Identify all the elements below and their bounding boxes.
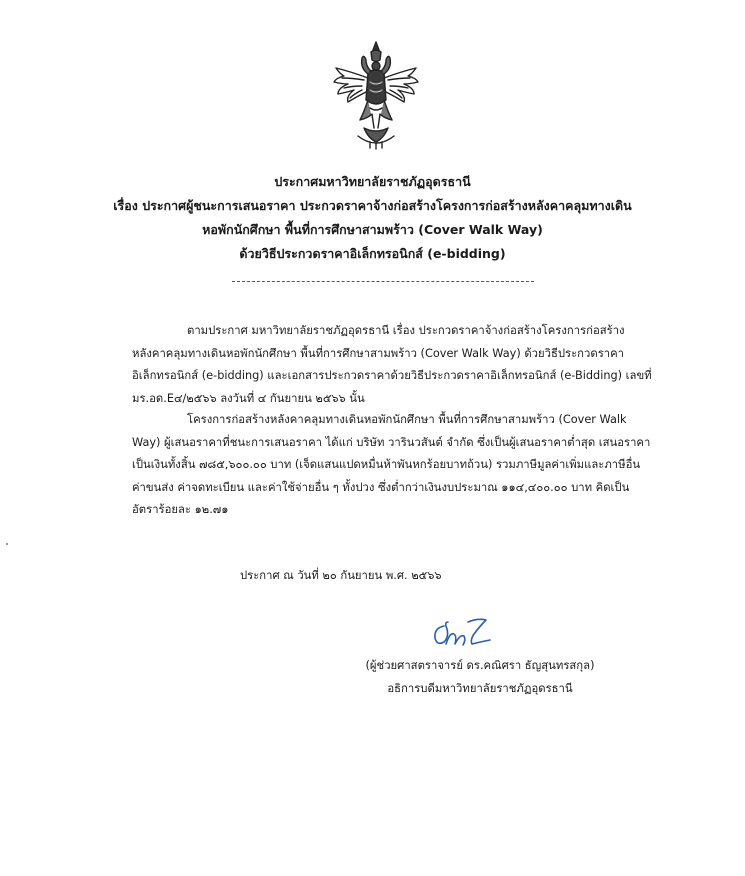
paragraph-reference [132,320,664,410]
paragraph-line: ค่าขนส่ง ค่าจดทะเบียน และค่าใช้จ่ายอื่น ๆ ทั้งปวง ซึ่งต่ำกว่าเงินงบประมาณ ๑๑๔,๔๐๐.๐๐ บาท คิดเป็น [132,480,630,494]
signer-name: (ผู้ช่วยศาสตราจารย์ ดร.คณิศรา ธัญสุนทรสกุล) [365,659,595,672]
paragraph-line: มร.อด.E๔/๒๕๖๖ ลงวันที่ ๔ กันยายน ๒๕๖๖ นั้น [132,391,365,405]
paragraph-line: หลังคาคลุมทางเดินหอพักนักศึกษา พื้นที่การศึกษาสามพร้าว (Cover Walk Way) ด้วยวิธีประกวดราคา [132,346,625,360]
paragraph-winner [132,409,664,522]
dashed-divider [232,281,534,282]
announcement-subject: เรื่อง ประกาศผู้ชนะการเสนอราคา ประกวดราคาจ้างก่อสร้างโครงการก่อสร้างหลังคาคลุมทางเดิน [113,198,632,213]
announcement-title: ประกาศมหาวิทยาลัยราชภัฏอุดรธานี [274,174,471,189]
paragraph-line: โครงการก่อสร้างหลังคาคลุมทางเดินหอพักนักศึกษา พื้นที่การศึกษาสามพร้าว (Cover Walk [187,413,627,426]
paragraph-line: Way) ผู้เสนอราคาที่ชนะการเสนอราคา ได้แก่ บริษัท วารินวสันต์ จำกัด ซึ่งเป็นผู้เสนอราคาต่ำสุด เสนอราคา [132,435,651,449]
paragraph-line: เป็นเงินทั้งสิ้น ๗๘๕,๖๐๐.๐๐ บาท (เจ็ดแสนแปดหมื่นห้าพันหกร้อยบาทถ้วน) รวมภาษีมูลค่าเพิ่มและภาษีอื่น [132,458,641,471]
signer-block [340,654,620,700]
handwritten-signature [430,614,494,652]
signer-title: อธิการบดีมหาวิทยาลัยราชภัฏอุดรธานี [387,682,573,695]
announcement-date: ประกาศ ณ วันที่ ๒๐ กันยายน พ.ศ. ๒๕๖๖ [240,569,442,582]
paragraph-line: อัตราร้อยละ ๑๒.๗๑ [132,503,229,516]
garuda-emblem-icon [330,38,422,150]
announcement-subject-line3: ด้วยวิธีประกวดราคาอิเล็กทรอนิกส์ (e-bidding) [239,246,506,261]
scan-speck [6,543,8,545]
paragraph-line: ตามประกาศ มหาวิทยาลัยราชภัฏอุดรธานี เรื่อง ประกวดราคาจ้างก่อสร้างโครงการก่อสร้าง [187,324,625,337]
paragraph-line: อิเล็กทรอนิกส์ (e-bidding) และเอกสารประกวดราคาด้วยวิธีประกวดราคาอิเล็กทรอนิกส์ (e-Bidding) เลขที่ [132,369,652,382]
announcement-subject-line2: หอพักนักศึกษา พื้นที่การศึกษาสามพร้าว (Cover Walk Way) [202,222,543,237]
